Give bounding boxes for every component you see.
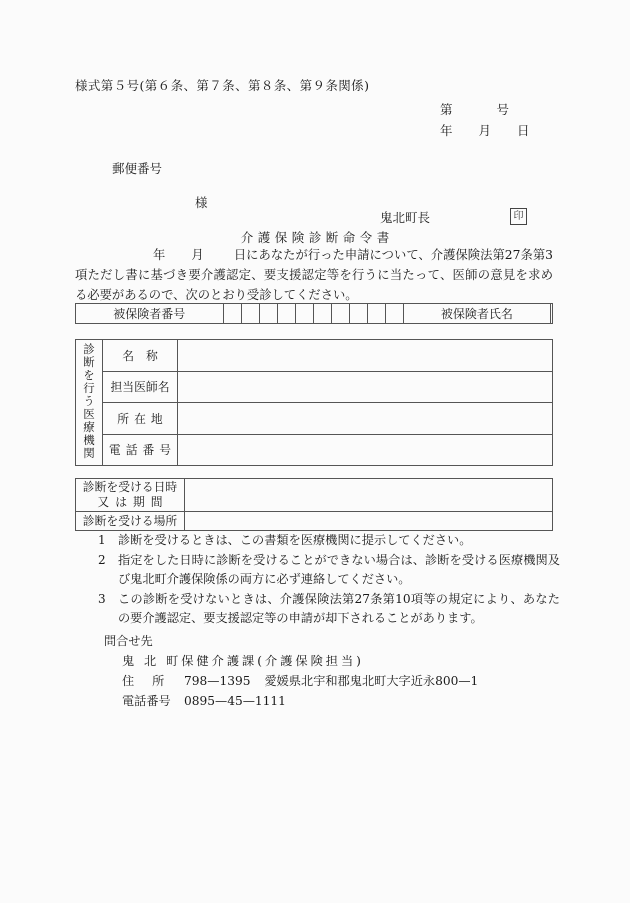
- insured-number-digit-1[interactable]: [241, 304, 259, 324]
- note-text-3: この診断を受けないときは、介護保険法第27条第10項等の規定により、あなたの要介護認定、要支援認定等の申請が却下されることがあります。: [118, 591, 560, 625]
- addressee-honorific: 様: [195, 195, 208, 210]
- contact-address-value: 愛媛県北宇和郡鬼北町大字近永800—1: [264, 674, 479, 688]
- note-item-2: [98, 551, 560, 590]
- insured-number-digit-8[interactable]: [367, 304, 385, 324]
- contact-block: [104, 631, 478, 711]
- clinic-vertical-header: [76, 340, 103, 466]
- seal-stamp-icon: 印: [510, 208, 527, 225]
- insured-name-value[interactable]: [551, 304, 553, 324]
- note-text-1: 診断を受けるときは、この書類を医療機関に提示してください。: [118, 533, 472, 547]
- contact-address-row: [122, 671, 478, 691]
- insured-number-digit-7[interactable]: [349, 304, 367, 324]
- form-number: 様式第５号(第６条、第７条、第８条、第９条関係): [75, 78, 370, 93]
- note-text-2: 指定をした日時に診断を受けることができない場合は、診断を受ける医療機関及び鬼北町介護保険係の両方に必ず連絡してください。: [118, 552, 560, 586]
- visit-datetime-label: [76, 479, 185, 512]
- visit-datetime-value[interactable]: [185, 479, 553, 512]
- insured-number-digit-0[interactable]: [223, 304, 241, 324]
- notes-list: [98, 531, 560, 629]
- insured-name-label: 被保険者氏名: [403, 304, 551, 324]
- document-number-line: [440, 100, 509, 118]
- table-row: [76, 340, 553, 372]
- note-number-2: 2: [98, 552, 106, 567]
- insured-number-digit-2[interactable]: [259, 304, 277, 324]
- clinic-tel-label: 電話番号: [103, 434, 178, 466]
- table-row: [76, 512, 553, 531]
- date-day-label: 日: [517, 123, 530, 138]
- note-item-1: [98, 531, 560, 551]
- contact-heading: 問合せ先: [104, 634, 153, 648]
- date-year-label: 年: [440, 123, 453, 138]
- clinic-name-label: 名称: [103, 340, 178, 372]
- insured-number-digit-9[interactable]: [385, 304, 403, 324]
- note-number-3: 3: [98, 591, 106, 606]
- document-date-line: [440, 121, 530, 139]
- clinic-address-label: 所在地: [103, 403, 178, 435]
- date-month-label: 月: [478, 123, 492, 138]
- insured-number-digit-4[interactable]: [295, 304, 313, 324]
- document-number-label: 第: [440, 102, 453, 117]
- visit-place-label: 診断を受ける場所: [76, 512, 185, 531]
- insured-number-digit-3[interactable]: [277, 304, 295, 324]
- body-paragraph: [75, 245, 553, 305]
- insured-number-digit-6[interactable]: [331, 304, 349, 324]
- contact-tel-value: 0895—45—1111: [184, 694, 286, 708]
- contact-address-postal: 798—1395: [184, 674, 251, 688]
- clinic-doctor-value[interactable]: [178, 371, 553, 403]
- clinic-tel-value[interactable]: [178, 434, 553, 466]
- visit-datetime-label-line1: 診断を受ける日時: [82, 480, 178, 494]
- postal-code-label: 郵便番号: [112, 161, 163, 176]
- contact-tel-label: 電話番号: [122, 694, 171, 708]
- insured-number-digit-5[interactable]: [313, 304, 331, 324]
- insured-person-table: [75, 303, 553, 324]
- contact-address-label: 住所: [122, 674, 183, 688]
- table-row: [76, 434, 553, 466]
- table-row: [76, 479, 553, 512]
- clinic-name-value[interactable]: [178, 340, 553, 372]
- note-number-1: 1: [98, 533, 106, 547]
- body-text: 日にあなたが行った申請について、介護保険法第27条第3項ただし書に基づき要介護認定、要支援認定等を行うに当たって、医師の意見を求める必要があるので、次のとおり受診してください。: [75, 248, 553, 302]
- visit-schedule-table: [75, 478, 553, 531]
- visit-place-value[interactable]: [185, 512, 553, 531]
- document-number-unit: 号: [496, 102, 510, 117]
- table-row: [76, 403, 553, 435]
- table-row: [76, 371, 553, 403]
- note-item-3: [98, 590, 560, 629]
- table-row: [76, 304, 553, 324]
- page-title: 介護保険診断命令書: [240, 230, 394, 245]
- insured-number-label: 被保険者番号: [76, 304, 224, 324]
- clinic-doctor-label: 担当医師名: [103, 371, 178, 403]
- body-year-label: 年: [153, 248, 166, 262]
- clinic-address-value[interactable]: [178, 403, 553, 435]
- body-month-label: 月: [191, 248, 204, 262]
- contact-department: 鬼 北 町保健介護課(介護保険担当): [122, 654, 364, 668]
- issuer-name: 鬼北町長: [380, 210, 431, 225]
- clinic-vertical-header-text: 診断を行う医療機関: [82, 342, 96, 460]
- visit-datetime-label-line2: 又は期間: [97, 495, 169, 509]
- medical-institution-table: [75, 339, 553, 466]
- contact-tel-row: [122, 691, 478, 711]
